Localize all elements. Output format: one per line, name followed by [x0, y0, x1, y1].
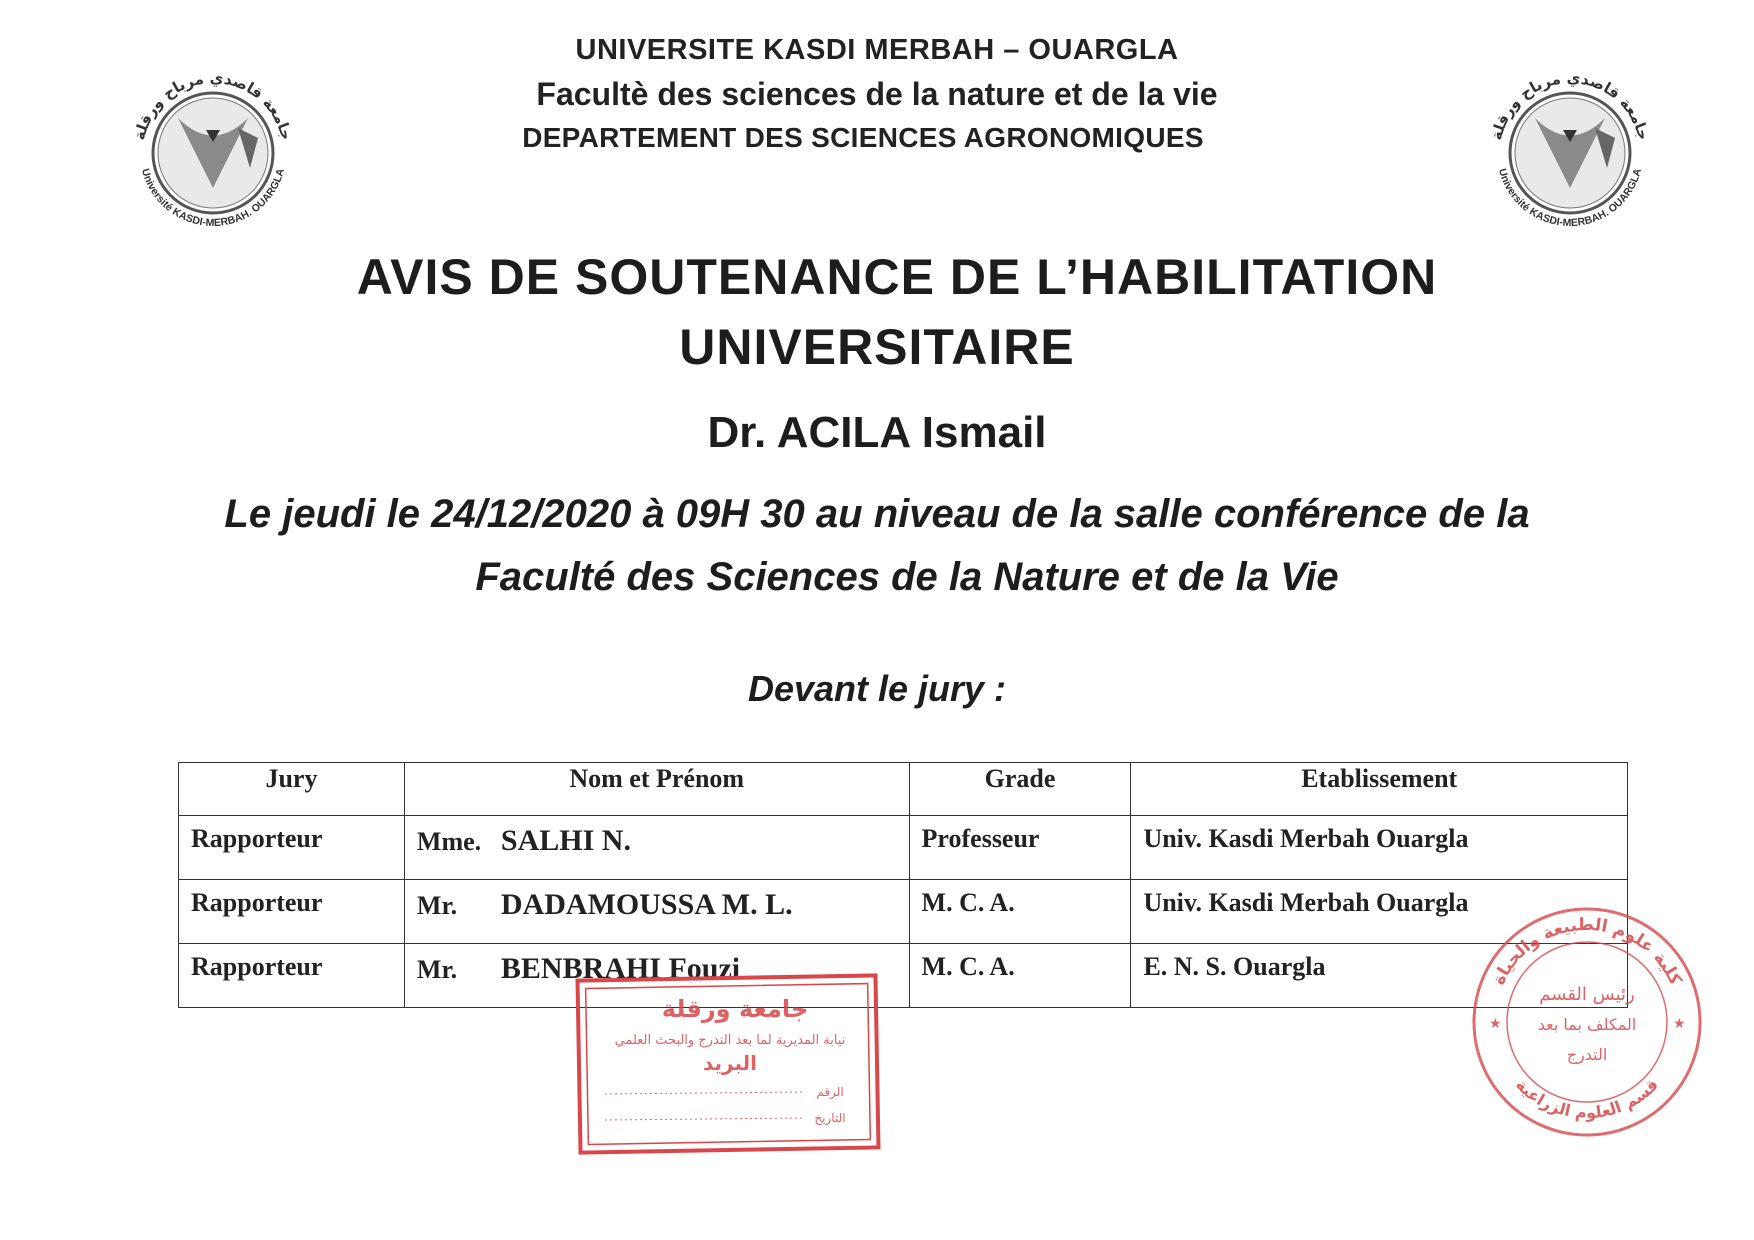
- header-institution: Etablissement: [1131, 763, 1628, 816]
- faculty-name: Facultè des sciences de la nature et de la vie: [536, 76, 1218, 112]
- row-title: Mme.: [416, 827, 482, 856]
- row-title: Mr.: [416, 891, 458, 920]
- row-name: SALHI N.: [500, 824, 631, 857]
- row-name: DADAMOUSSA M. L.: [500, 888, 793, 921]
- row-institution: E. N. S. Ouargla: [1131, 944, 1628, 1008]
- table-row: [179, 944, 1628, 1008]
- svg-text:جامعة ورقلة: جامعة ورقلة: [661, 995, 809, 1023]
- logo-latin-text: Université KASDI-MERBAH. OUARGLA: [1495, 167, 1645, 230]
- svg-text:الرقم: الرقم: [816, 1085, 844, 1099]
- svg-text:التدرج: التدرج: [1566, 1045, 1608, 1064]
- department-stamp: [1465, 900, 1710, 1145]
- row-role: Rapporteur: [179, 880, 405, 944]
- logo-arabic-text: جامعة قاصدي مرباح ورقلة: [1487, 68, 1653, 142]
- registry-stamp: [575, 972, 883, 1157]
- row-name-cell: [404, 816, 909, 880]
- svg-text:التاريخ: التاريخ: [814, 1111, 846, 1125]
- svg-text:المكلف بما بعد: المكلف بما بعد: [1537, 1015, 1637, 1034]
- jury-heading: Devant le jury :: [747, 668, 1007, 709]
- row-name: BENBRAHI Fouzi: [500, 952, 741, 985]
- row-institution: Univ. Kasdi Merbah Ouargla: [1131, 816, 1628, 880]
- department-name: DEPARTEMENT DES SCIENCES AGRONOMIQUES: [522, 122, 1204, 153]
- svg-text:قسم العلوم الزراعية: قسم العلوم الزراعية: [1512, 1075, 1662, 1123]
- defense-details-line1: Le jeudi le 24/12/2020 à 09H 30 au niveau de la salle conférence de la: [224, 492, 1530, 536]
- university-logo-left: [118, 58, 308, 248]
- logo-arabic-text: جامعة قاصدي مرباح ورقلة: [130, 68, 296, 142]
- table-row: [179, 880, 1628, 944]
- row-role: Rapporteur: [179, 944, 405, 1008]
- header-name: Nom et Prénom: [404, 763, 909, 816]
- row-title: Mr.: [416, 955, 458, 984]
- header-grade: Grade: [909, 763, 1131, 816]
- logo-latin-text: Université KASDI-MERBAH. OUARGLA: [138, 167, 288, 230]
- svg-text:★: ★: [1673, 1016, 1686, 1032]
- row-grade: M. C. A.: [909, 880, 1131, 944]
- row-grade: Professeur: [909, 816, 1131, 880]
- svg-text:كلية علوم الطبيعة والحياة: كلية علوم الطبيعة والحياة: [1488, 914, 1686, 989]
- jury-table: [178, 762, 1628, 1008]
- defense-details-line2: Faculté des Sciences de la Nature et de la Vie: [475, 555, 1339, 599]
- university-logo-right: [1475, 58, 1665, 248]
- svg-text:رئيس القسم: رئيس القسم: [1539, 984, 1635, 1005]
- table-header-row: [179, 763, 1628, 816]
- svg-text:نيابة المديرية لما بعد التدرج: نيابة المديرية لما بعد التدرج والبحث العلمي: [614, 1033, 846, 1048]
- notice-title-line1: AVIS DE SOUTENANCE DE L’HABILITATION: [356, 249, 1438, 305]
- university-name: UNIVERSITE KASDI MERBAH – OUARGLA: [575, 34, 1179, 66]
- svg-text:★: ★: [1489, 1016, 1502, 1032]
- row-institution: Univ. Kasdi Merbah Ouargla: [1131, 880, 1628, 944]
- candidate-name: Dr. ACILA Ismail: [707, 408, 1047, 457]
- row-grade: M. C. A.: [909, 944, 1131, 1008]
- svg-text:البريد: البريد: [702, 1051, 758, 1075]
- notice-title-line2: UNIVERSITAIRE: [679, 319, 1075, 375]
- row-name-cell: [404, 880, 909, 944]
- header-jury: Jury: [179, 763, 405, 816]
- table-row: [179, 816, 1628, 880]
- row-role: Rapporteur: [179, 816, 405, 880]
